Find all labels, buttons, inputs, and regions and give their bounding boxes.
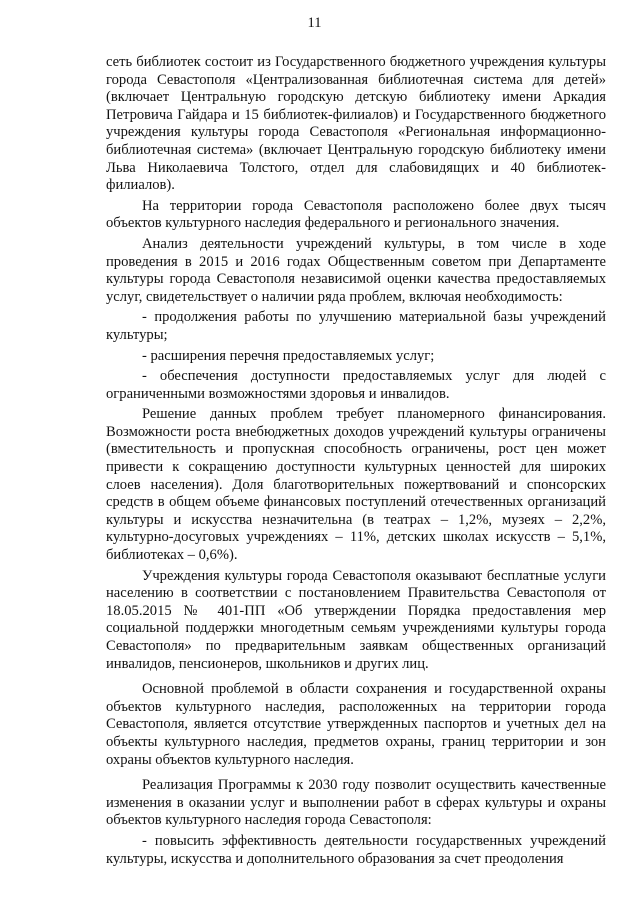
page-number: 11 xyxy=(307,15,322,31)
paragraph-library-network: сеть библиотек состоит из Государственного бюджетного учреждения культуры города Севастополя «Централизованная библиотечная система для детей» (включает Центральную городскую детскую библиотеку имени Аркадия Петровича Гайдара и 15 библиотек-филиалов) и Государственного бюджетного учреждения культуры города Севастополя «Региональная информационно-библиотечная система» (включает Центральную городскую библиотеку имени Льва Николаевича Толстого, отдел для слабовидящих и 40 библиотек-филиалов). xyxy=(106,54,606,194)
paragraph-heritage-problem: Основной проблемой в области сохранения и государственной охраны объектов культурного наследия, расположенных на территории города Севастополя, является отсутствие утвержденных паспортов и учетных дел на объекты культурного наследия, предметов охраны, границ территории и зон охраны объектов культурного наследия. xyxy=(106,681,606,768)
paragraph-heritage-objects: На территории города Севастополя расположено более двух тысяч объектов культурного наследия федерального и регионального значения. xyxy=(106,197,606,232)
list-item-accessibility: - обеспечения доступности предоставляемых услуг для людей с ограниченными возможностями здоровья и инвалидов. xyxy=(106,368,606,402)
paragraph-program-2030: Реализация Программы к 2030 году позволит осуществить качественные изменения в оказании услуг и выполнении работ в сферах культуры и охраны объектов культурного наследия города Севастополя: xyxy=(106,777,606,829)
list-item-services-range: - расширения перечня предоставляемых услуг; xyxy=(142,347,435,364)
list-item-material-base: - продолжения работы по улучшению материальной базы учреждений культуры; xyxy=(106,309,606,343)
paragraph-financing: Решение данных проблем требует планомерного финансирования. Возможности роста внебюджетных доходов учреждений культуры ограничены (вместительность и пропускная способность ограничены, рост цен может привести к сокращению доступности культурных ценностей для широких слоев населения). Доля благотворительных пожертвований и спонсорских средств в общем объеме финансовых поступлений отечественных организаций культуры и искусства незначительна (в театрах – 1,2%, музеях – 2,2%, культурно-досуговых учреждениях – 11%, детских школах искусств – 5,1%, библиотеках – 0,6%). xyxy=(106,406,606,564)
paragraph-free-services: Учреждения культуры города Севастополя оказывают бесплатные услуги населению в соответствии с постановлением Правительства Севастополя от 18.05.2015 № 401-ПП «Об утверждении Порядка предоставления мер социальной поддержки многодетным семьям учреждениями культуры города Севастополя» по предварительным заявкам общественных организаций инвалидов, пенсионеров, школьников и других лиц. xyxy=(106,567,606,672)
document-body xyxy=(106,54,606,871)
paragraph-analysis: Анализ деятельности учреждений культуры, в том числе в ходе проведения в 2015 и 2016 годах Общественным советом при Департаменте культуры города Севастополя независимой оценки качества предоставляемых услуг, свидетельствует о наличии ряда проблем, включая необходимость: xyxy=(106,235,606,305)
list-item-efficiency: - повысить эффективность деятельности государственных учреждений культуры, искусства и дополнительного образования за счет преодоления xyxy=(106,832,606,867)
